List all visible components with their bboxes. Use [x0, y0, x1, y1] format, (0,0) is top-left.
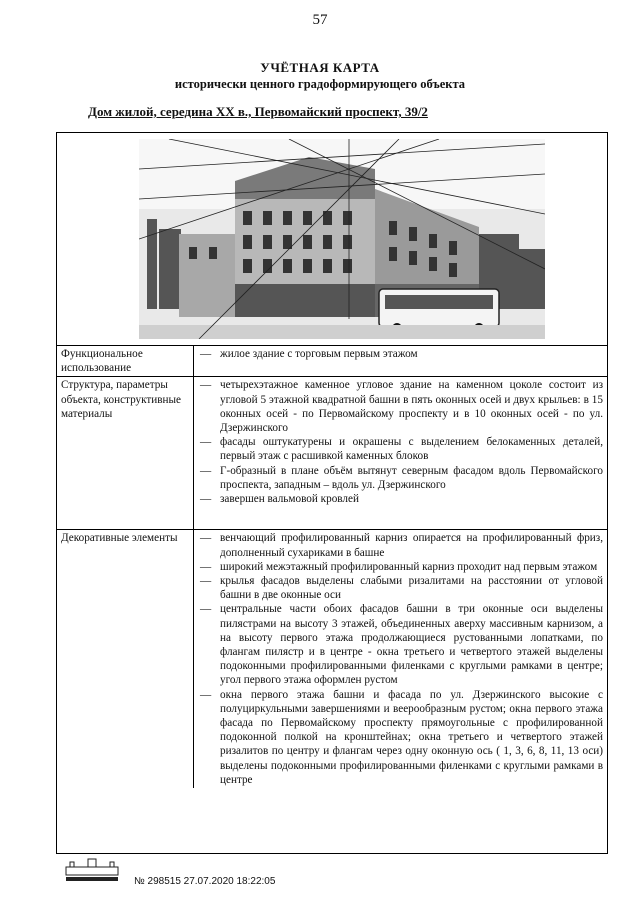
list-item: — широкий межэтажный профилированный карниз проходит над первым этажом — [198, 560, 603, 574]
list-item: — крылья фасадов выделены слабыми ризалитами на расстоянии от угловой башни в две оконные оси — [198, 574, 603, 602]
row-content — [194, 530, 608, 788]
list-item: — завершен вальмовой кровлей — [198, 492, 603, 506]
row-content — [194, 346, 608, 377]
title-block — [0, 60, 640, 92]
list-item: — фасады оштукатурены и окрашены с выделением белокаменных деталей, первый этаж с расшивкой каменных блоков — [198, 435, 603, 463]
list-item: — Г-образный в плане объём вытянут северным фасадом вдоль Первомайского проспекта, западным – вдоль ул. Дзержинского — [198, 464, 603, 492]
photo-cell — [57, 133, 607, 346]
table-row — [57, 530, 607, 788]
list-item: — центральные части обоих фасадов башни в три оконные оси выделены пилястрами на высоту 3 этажей, объединенных аверху массивным карнизом, а на высоту первого этажа продолжающиеся рустованными лопатками, по флангам пилястр и в центре - окна третьего и четвертого этажей выделены подоконными профилированными филенками с круглыми рамками в центре; угол первого этажа оформлен рустом — [198, 602, 603, 687]
city-emblem-icon — [64, 857, 120, 883]
row-label: Структура, параметры объекта, конструктивные материалы — [57, 377, 194, 530]
document-title: УЧЁТНАЯ КАРТА — [260, 60, 380, 75]
properties-table — [57, 346, 607, 788]
table-row — [57, 346, 607, 377]
page-number: 57 — [312, 12, 328, 28]
row-label: Функциональное использование — [57, 346, 194, 377]
list-item: — окна первого этажа башни и фасада по ул. Дзержинского высокие с полуциркульными завершениями и веерообразным рустом; окна первого этажа фасада по Первомайскому проспекту прямоугольные с профилированной подоконной полкой на кронштейнах; окна третьего и четвертого этажей ризалитов по центру и флангам через одну оконную ось ( 1, 3, 6, 8, 11, 13 оси) выделены подоконными профилированными филенками с круглыми рамками в центре — [198, 688, 603, 787]
row-content — [194, 377, 608, 530]
registration-card — [56, 132, 608, 854]
building-photo — [139, 139, 545, 339]
document-subtitle: исторически ценного градоформирующего объекта — [174, 77, 466, 91]
table-row — [57, 377, 607, 530]
list-item: — жилое здание с торговым первым этажом — [198, 347, 603, 361]
list-item: — венчающий профилированный карниз опирается на профилированный фриз, дополненный сухариками в башне — [198, 531, 603, 559]
document-stamp: № 298515 27.07.2020 18:22:05 — [134, 876, 276, 887]
object-name: Дом жилой, середина XX в., Первомайский проспект, 39/2 — [88, 104, 428, 119]
row-label: Декоративные элементы — [57, 530, 194, 788]
list-item: — четырехэтажное каменное угловое здание на каменном цоколе состоит из угловой 5 этажной квадратной башни в пять оконных осей и двух крыльев: в 15 оконных осей - по Первомайскому проспекту и в 10 оконных осей - по ул. Дзержинского — [198, 378, 603, 435]
